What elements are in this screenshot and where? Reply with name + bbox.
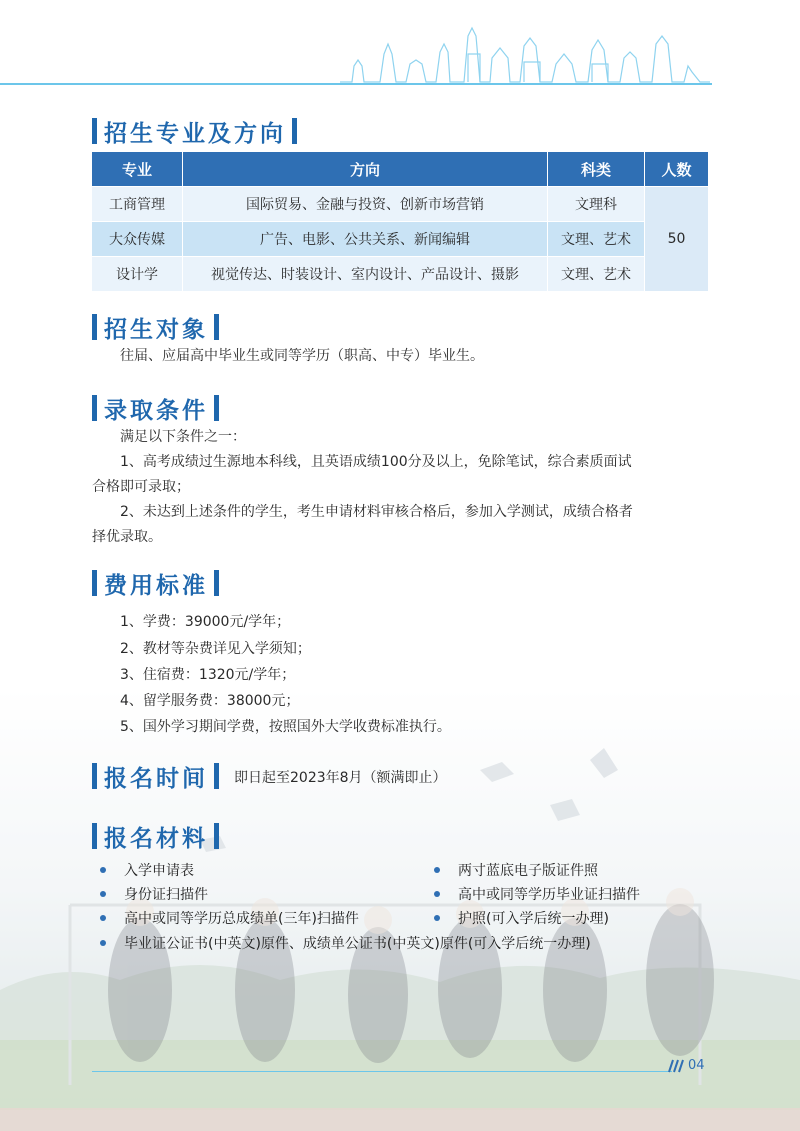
list-item: 护照(可入学后统一办理) xyxy=(434,908,609,928)
cell-category: 文理科 xyxy=(548,187,645,222)
list-item: 高中或同等学历毕业证扫描件 xyxy=(434,884,640,904)
admission-item-1-line-2: 合格即可录取； xyxy=(92,479,190,495)
fee-item-housing: 3、住宿费：1320元/学年； xyxy=(120,667,296,683)
cell-direction: 广告、电影、公共关系、新闻编辑 xyxy=(183,222,548,257)
section-title-admission: 录取条件 xyxy=(92,392,219,424)
bullet-icon xyxy=(100,915,106,921)
list-item: 两寸蓝底电子版证件照 xyxy=(434,860,598,880)
cell-count: 50 xyxy=(645,187,709,292)
fee-item-abroad-tuition: 5、国外学习期间学费，按照国外大学收费标准执行。 xyxy=(120,719,451,735)
header-category: 科类 xyxy=(548,152,645,187)
header-count: 人数 xyxy=(645,152,709,187)
table-header-row xyxy=(92,152,709,187)
section-title-fees: 费用标准 xyxy=(92,567,219,599)
cell-category: 文理、艺术 xyxy=(548,222,645,257)
fee-item-tuition: 1、学费：39000元/学年； xyxy=(120,614,291,630)
bullet-icon xyxy=(434,891,440,897)
fee-item-service: 4、留学服务费：38000元； xyxy=(120,693,300,709)
fee-item-materials: 2、教材等杂费详见入学须知； xyxy=(120,641,311,657)
bullet-icon xyxy=(100,891,106,897)
bullet-icon xyxy=(100,940,106,946)
header-direction: 方向 xyxy=(183,152,548,187)
cell-major: 大众传媒 xyxy=(92,222,183,257)
table-row xyxy=(92,222,709,257)
bullet-icon xyxy=(434,915,440,921)
cell-category: 文理、艺术 xyxy=(548,257,645,292)
target-text: 往届、应届高中毕业生或同等学历（职高、中专）毕业生。 xyxy=(120,348,484,364)
cell-major: 工商管理 xyxy=(92,187,183,222)
reg-time-text: 即日起至2023年8月（额满即止） xyxy=(234,770,447,786)
cell-major: 设计学 xyxy=(92,257,183,292)
admission-item-1-line-1: 1、高考成绩过生源地本科线，且英语成绩100分及以上，免除笔试，综合素质面试 xyxy=(120,454,632,470)
section-title-materials: 报名材料 xyxy=(92,820,219,852)
bullet-icon xyxy=(100,867,106,873)
admission-item-2-line-1: 2、未达到上述条件的学生，考生申请材料审核合格后，参加入学测试，成绩合格者 xyxy=(120,504,633,520)
header-major: 专业 xyxy=(92,152,183,187)
list-item: 高中或同等学历总成绩单(三年)扫描件 xyxy=(100,908,359,928)
admission-intro: 满足以下条件之一： xyxy=(120,429,246,445)
list-item: 毕业证公证书(中英文)原件、成绩单公证书(中英文)原件(可入学后统一办理) xyxy=(100,933,591,953)
section-title-majors: 招生专业及方向 xyxy=(92,115,297,147)
footer-rule xyxy=(92,1071,672,1072)
list-item: 身份证扫描件 xyxy=(100,884,208,904)
section-title-reg-time: 报名时间 xyxy=(92,760,219,792)
table-row xyxy=(92,257,709,292)
majors-table xyxy=(91,151,709,292)
list-item: 入学申请表 xyxy=(100,860,194,880)
header-rule xyxy=(0,83,712,85)
cell-direction: 视觉传达、时装设计、室内设计、产品设计、摄影 xyxy=(183,257,548,292)
page-number: 04 xyxy=(668,1058,705,1073)
section-title-target: 招生对象 xyxy=(92,311,219,343)
page-mark-icon xyxy=(668,1059,686,1073)
table-row xyxy=(92,187,709,222)
bullet-icon xyxy=(434,867,440,873)
skyline-decoration xyxy=(340,14,710,86)
admission-item-2-line-2: 择优录取。 xyxy=(92,529,162,545)
cell-direction: 国际贸易、金融与投资、创新市场营销 xyxy=(183,187,548,222)
